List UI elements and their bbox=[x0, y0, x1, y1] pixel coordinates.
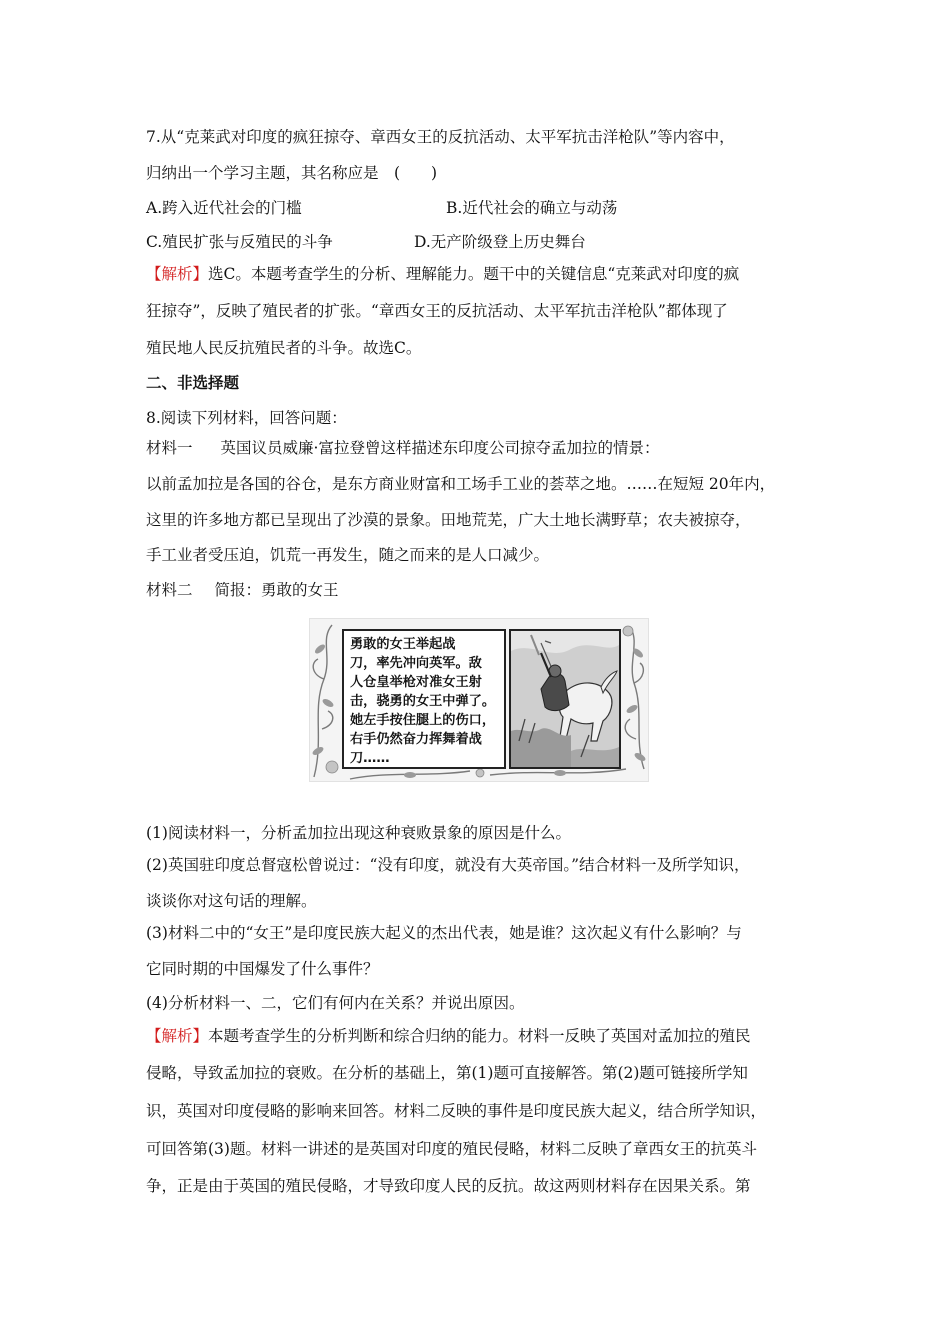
q8-material1-title: 英国议员威廉·富拉登曾这样描述东印度公司掠夺孟加拉的情景： bbox=[220, 439, 660, 457]
q8-material1-line2: 这里的许多地方都已呈现出了沙漠的景象。田地荒芜，广大土地长满野草；农夫被掠夺， bbox=[146, 511, 751, 529]
q8-material2-label: 材料二 bbox=[146, 581, 193, 599]
q8-analysis-line1 bbox=[146, 1026, 751, 1046]
q8-analysis-line5: 争，正是由于英国的殖民侵略，才导致印度人民的反抗。故这两则材料存在因果关系。第 bbox=[146, 1177, 751, 1195]
q8-analysis-line3: 识，英国对印度侵略的影响来回答。材料二反映的事件是印度民族大起义，结合所学知识， bbox=[146, 1102, 767, 1120]
q8-material1-label: 材料一 bbox=[146, 439, 193, 457]
q8-analysis-line4: 可回答第(3)题。材料一讲述的是英国对印度的殖民侵略，材料二反映了章西女王的抗英斗 bbox=[146, 1140, 757, 1158]
q7-option-a: A.跨入近代社会的门槛 bbox=[146, 199, 302, 217]
figure-caption-line: 勇敢的女王举起战 bbox=[350, 637, 456, 652]
q8-analysis-label: 【解析】 bbox=[146, 1027, 209, 1045]
figure-caption-box bbox=[342, 629, 506, 769]
q7-analysis-label: 【解析】 bbox=[146, 265, 209, 283]
figure-caption-line: 人仓皇举枪对准女王射 bbox=[350, 675, 482, 690]
figure-caption-line: 击，骁勇的女王中弹了。 bbox=[350, 694, 496, 709]
q7-options-cd bbox=[146, 232, 586, 252]
q8-sub3-line1: (3)材料二中的“女王”是印度民族大起义的杰出代表，她是谁？这次起义有什么影响？与 bbox=[146, 924, 742, 942]
figure-caption-line: 她左手按住腿上的伤口， bbox=[350, 713, 496, 728]
q7-analysis-text1: 选C。本题考查学生的分析、理解能力。题干中的关键信息“克莱武对印度的疯 bbox=[208, 265, 740, 283]
q7-analysis-line1 bbox=[146, 264, 739, 284]
q8-material1-heading bbox=[146, 438, 659, 458]
q8-sub4: (4)分析材料一、二，它们有何内在关系？并说出原因。 bbox=[146, 994, 525, 1012]
figure-caption-line: 右手仍然奋力挥舞着战 bbox=[350, 732, 482, 747]
q8-material2-heading bbox=[146, 580, 339, 600]
q7-stem-line1: 7.从“克莱武对印度的疯狂掠夺、章西女王的反抗活动、太平军抗击洋枪队”等内容中， bbox=[146, 128, 735, 146]
q8-sub2-line1: (2)英国驻印度总督寇松曾说过：“没有印度，就没有大英帝国。”结合材料一及所学知识， bbox=[146, 856, 750, 874]
q8-material1-line3: 手工业者受压迫，饥荒一再发生，随之而来的是人口减少。 bbox=[146, 546, 550, 564]
q7-option-b: B.近代社会的确立与动荡 bbox=[446, 199, 618, 217]
q8-analysis-line2: 侵略，导致孟加拉的衰败。在分析的基础上，第(1)题可直接解答。第(2)题可链接所学知 bbox=[146, 1064, 748, 1082]
section-heading: 二、非选择题 bbox=[146, 373, 240, 392]
q8-sub1: (1)阅读材料一，分析孟加拉出现这种衰败景象的原因是什么。 bbox=[146, 824, 571, 842]
q8-sub3-line2: 它同时期的中国爆发了什么事件？ bbox=[146, 960, 379, 978]
q8-material1-line1: 以前孟加拉是各国的谷仓，是东方商业财富和工场手工业的荟萃之地。……在短短 20年内， bbox=[146, 475, 776, 493]
q8-analysis-text1: 本题考查学生的分析判断和综合归纳的能力。材料一反映了英国对孟加拉的殖民 bbox=[208, 1027, 751, 1045]
q7-options-ab bbox=[146, 198, 617, 218]
q7-option-d: D.无产阶级登上历史舞台 bbox=[414, 233, 586, 251]
figure-caption-line: 刀，率先冲向英军。敌 bbox=[350, 656, 482, 671]
q7-option-c: C.殖民扩张与反殖民的斗争 bbox=[146, 233, 333, 251]
queen-on-horse-illustration-icon bbox=[509, 629, 621, 769]
queen-comic-figure bbox=[309, 618, 649, 782]
q8-intro: 8.阅读下列材料，回答问题： bbox=[146, 409, 347, 427]
q7-stem-line2: 归纳出一个学习主题，其名称应是 ( ) bbox=[146, 164, 438, 182]
q7-analysis-line2: 狂掠夺”，反映了殖民者的扩张。“章西女王的反抗活动、太平军抗击洋枪队”都体现了 bbox=[146, 302, 728, 320]
figure-caption-line: 刀…… bbox=[350, 751, 390, 766]
q8-material2-title: 简报：勇敢的女王 bbox=[214, 581, 339, 599]
q7-analysis-line3: 殖民地人民反抗殖民者的斗争。故选C。 bbox=[146, 339, 422, 357]
q8-sub2-line2: 谈谈你对这句话的理解。 bbox=[146, 892, 317, 910]
